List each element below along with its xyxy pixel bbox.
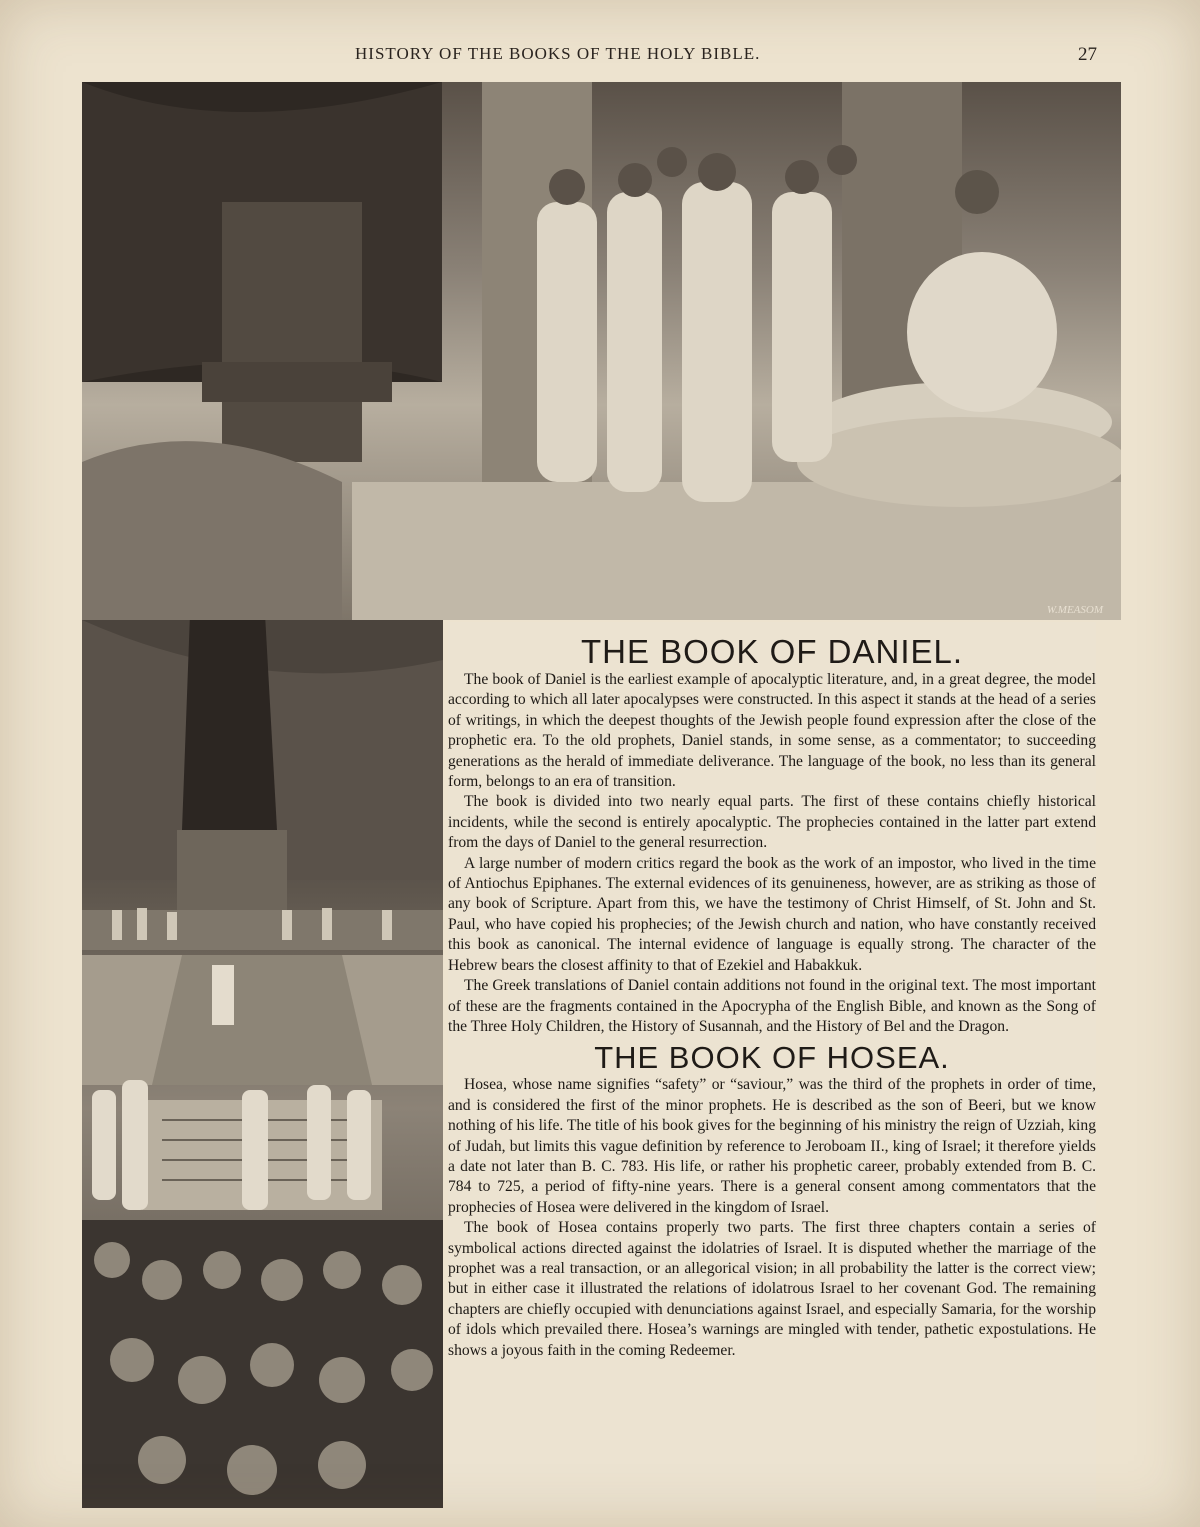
page-header (0, 44, 1200, 68)
article-column (448, 622, 1096, 1510)
hosea-paragraph-2: The book of Hosea contains properly two parts. The first three chapters contain a series of symbolical actions directed against the idolatries of Israel. It is disputed whether the marriage of the prophet was a real transaction, or an allegorical vision; in all probability the latter is the correct view; but in either case it illustrated the relations of idolatrous Israel to her covenant God. The remaining chapters are chiefly occupied with denunciations against Israel, and especially Samaria, for the worship of idols which prevailed there. Hosea’s warnings are mingled with tender, pathetic expostulations. He shows a joyous faith in the coming Redeemer. (448, 1219, 1096, 1359)
engraving-daniel-before-king-art (82, 82, 1121, 620)
daniel-paragraph-4: The Greek translations of Daniel contain additions not found in the original text. The most important of these are the fragments contained in the Apocrypha of the English Bible, and known as the Song of the Three Holy Children, the History of Susannah, and the History of Bel and the Dragon. (448, 977, 1096, 1035)
page-number: 27 (1078, 44, 1097, 65)
engraving-golden-image-art (82, 620, 443, 1508)
daniel-paragraph-1: The book of Daniel is the earliest example of apocalyptic literature, and, in a great degree, the model according to which all later apocalypses were constructed. In this aspect it stands at the head of a series of writings, in which the deepest thoughts of the Jewish people found expression after the close of the prophetic era. To the old prophets, Daniel stands, in some sense, as a commentator; to succeeding generations as the herald of immediate deliverance. The language of the book, no less than its general form, belongs to an era of transition. (448, 671, 1096, 791)
hosea-paragraph-1: Hosea, whose name signifies “safety” or “saviour,” was the third of the prophets in order of time, and is considered the first of the minor prophets. He is described as the son of Beeri, but we know nothing of his life. The title of his book gives for the beginning of his ministry the reign of Uzziah, king of Judah, but limits this vague definition by reference to Jeroboam II., king of Israel; it therefore yields a date not later than B. C. 783. His life, or rather his prophetic career, probably extended from B. C. 784 to 725, a period of fifty-nine years. There is a general consent among commentators that the prophecies of Hosea were delivered in the kingdom of Israel. (448, 1076, 1096, 1216)
daniel-paragraph-3: A large number of modern critics regard the book as the work of an impostor, who lived in the time of Antiochus Epiphanes. The external evidences of its genuineness, however, are as striking as those of any book of Scripture. Apart from this, we have the testimony of Christ Himself, of St. John and St. Paul, who have copied his prophecies; of the Jewish church and nation, who have constantly received this book as canonical. The internal evidence of language is equally strong. The character of the Hebrew bears the closest affinity to that of Ezekiel and Habakkuk. (448, 854, 1096, 974)
running-title: HISTORY OF THE BOOKS OF THE HOLY BIBLE. (355, 44, 761, 63)
daniel-paragraph-2: The book is divided into two nearly equal parts. The first of these contains chiefly historical incidents, while the second is entirely apocalyptic. The prophecies contained in the latter part extend from the days of Daniel to the general resurrection. (448, 793, 1096, 852)
heading-book-of-hosea: THE BOOK OF HOSEA. (594, 1040, 950, 1076)
engraving-daniel-before-king (82, 82, 1121, 620)
engraver-signature: W.MEASOM (1046, 604, 1103, 616)
engraving-golden-image (82, 620, 443, 1508)
heading-book-of-daniel: THE BOOK OF DANIEL. (580, 633, 964, 670)
